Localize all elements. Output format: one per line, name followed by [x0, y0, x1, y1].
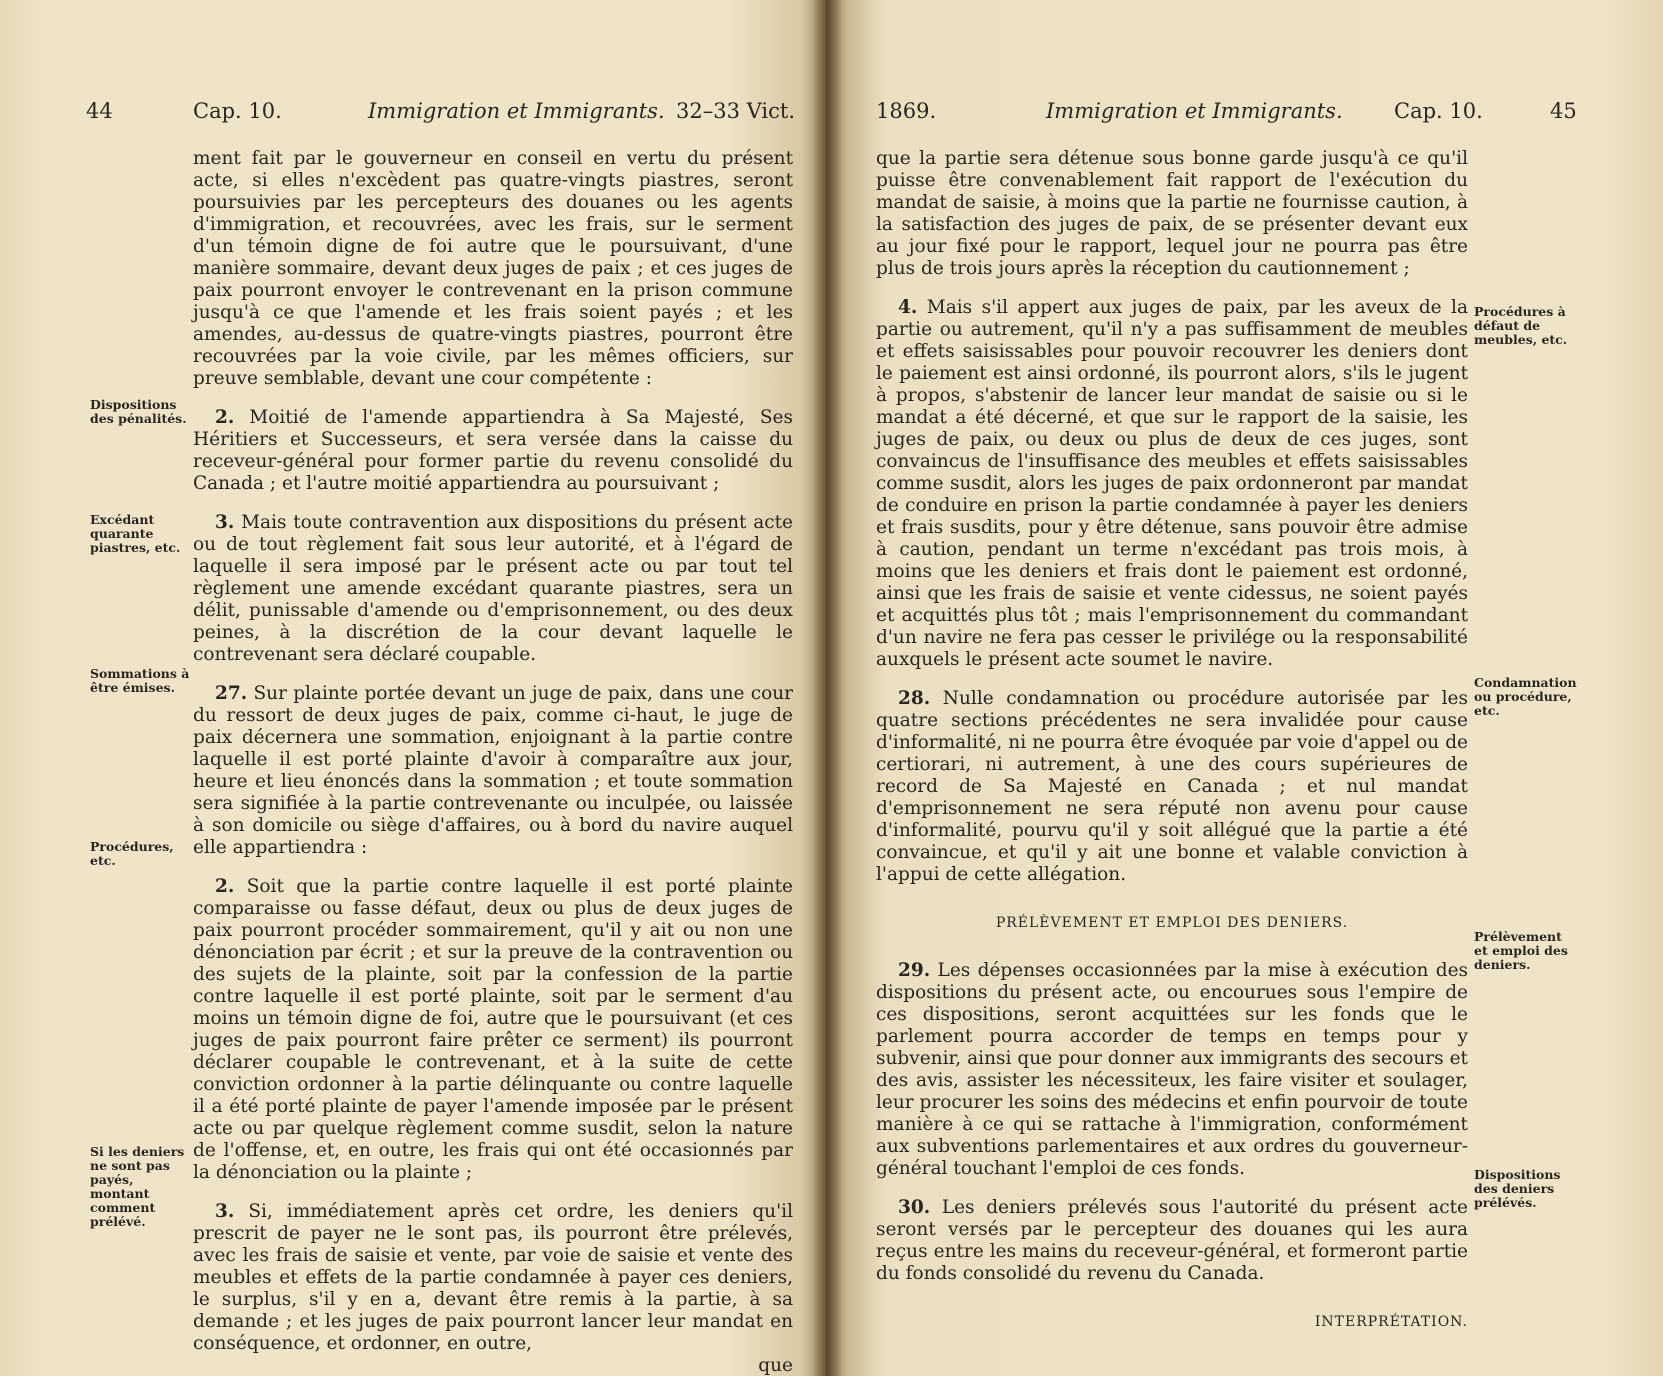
- right-page-number: 45: [1550, 99, 1577, 123]
- margin-note: Procédures à défaut de meubles, etc.: [1474, 304, 1568, 347]
- right-page: [826, 0, 1663, 1376]
- section-number: 27.: [215, 683, 248, 704]
- section-number: 3.: [215, 1201, 235, 1222]
- section-number: 4.: [898, 297, 918, 318]
- left-page-number: 44: [86, 99, 113, 123]
- paragraph: 2. Moitié de l'amende appartiendra à Sa Majesté, Ses Héritiers et Successeurs, et sera versée dans la caisse du receveur-général pour former partie du revenu consolidé du Canada ; et l'autre moitié appartiendra au poursuivant ;: [193, 407, 793, 494]
- paragraph: 27. Sur plainte portée devant un juge de paix, dans une cour du ressort de deux juges de paix, comme ci-haut, le juge de paix décernera une sommation, enjoignant à la partie contre laquelle il est porté plainte d'avoir à comparaître aux jour, heure et lieu énoncés dans la sommation ; et toute sommation sera signifiée à la partie contrevenante ou inculpée, ou laissée à son domicile ou siège d'affaires, ou à bord du navire auquel elle appartiendra :: [193, 683, 794, 858]
- margin-note: Condamnation ou procédure, etc.: [1474, 675, 1577, 718]
- closing-heading: INTERPRÉTATION.: [1314, 1314, 1468, 1330]
- paragraph: 4. Mais s'il appert aux juges de paix, par les aveux de la partie ou autrement, qu'il n'y a pas suffisamment de meubles et effets saisissables pour pouvoir recouvrer les deniers dont le paiement est ainsi ordonné, ils pourront alors, s'ils le jugent à propos, s'abstenir de lancer leur mandat de saisie ou si le mandat a été décerné, et que sur le rapport de la saisie, les juges de paix, ou deux ou plus de deux de ces juges, sont convaincus de l'insuffisance des meubles et effets saisissables comme susdit, alors les juges de paix ordonneront par mandat de conduire en prison la partie condamnée à payer les deniers et frais susdits, pour y être détenue, sans pouvoir être admise à caution, pendant un terme n'excédant pas trois mois, à moins que les deniers et frais dont le paiement est ordonné, ainsi que les frais de saisie et vente cidessus, ne soient payés et acquittés plus tôt ; mais l'emprisonnement du commandant d'un navire ne fera pas cesser le privilége ou la responsabilité auxquels le présent acte soumet le navire.: [876, 297, 1468, 670]
- section-number: 2.: [215, 407, 235, 428]
- right-year: 1869.: [876, 99, 937, 123]
- left-title: Immigration et Immigrants.: [368, 99, 665, 123]
- right-chapter: Cap. 10.: [1394, 99, 1483, 123]
- margin-note: Dispositions des pénalités.: [90, 397, 187, 426]
- right-body: [876, 148, 1468, 1333]
- paragraph: 3. Si, immédiatement après cet ordre, les deniers qu'il prescrit de payer ne le sont pas, ils pourront être prélevés, avec les frais de saisie et vente, par voie de saisie et vente des meubles et effets de la partie condamnée à payer ces deniers, le surplus, s'il y en a, devant être remis à la partie, à sa demande ; et les juges de paix pourront lancer leur mandat en conséquence, et ordonner, en outre,: [193, 1201, 794, 1354]
- catchword: que: [758, 1355, 793, 1376]
- right-title: Immigration et Immigrants.: [1046, 99, 1343, 123]
- paragraph: 29. Les dépenses occasionnées par la mise à exécution des dispositions du présent acte, ou encourues sous l'empire de ces dispositions, seront acquittées sur les fonds que le parlement pourra accorder de temps en temps pour y subvenir, ainsi que pour donner aux immigrants des secours et des avis, assister les nécessiteux, les faire visiter et soulager, leur procurer les soins des médecins et enfin pourvoir de toute manière à ce qui se rattache à l'immigration, conformément aux subventions parlementaires et aux ordres du gouverneur-général touchant l'emploi de ces fonds.: [876, 960, 1469, 1179]
- paragraph: 30. Les deniers prélevés sous l'autorité du présent acte seront versés par le percepteur des douanes qui les aura reçus entre les mains du receveur-général, et formeront partie du fonds consolidé du revenu du Canada.: [876, 1197, 1468, 1284]
- paragraph: 2. Soit que la partie contre laquelle il est porté plainte comparaisse ou fasse défaut, deux ou plus de deux juges de paix pourront procéder sommairement, qu'il y ait ou non une dénonciation par écrit ; et sur la preuve de la contravention ou des sujets de la plainte, soit par la confession de la partie contre laquelle il est porté plainte, soit par le serment d'au moins un témoin digne de foi, autre que le poursuivant (et ces juges de paix pourront faire prêter ce serment) ils pourront déclarer coupable le contrevenant, et à la suite de cette conviction ordonner à la partie délinquante ou contre laquelle il a été porté plainte de payer l'amende imposée par le présent acte ou par quelque règlement comme susdit, selon la nature de l'offense, et, en outre, les frais qui ont été occasionnés par la dénonciation ou la plainte ;: [193, 876, 793, 1183]
- left-regnal: 32–33 Vict.: [676, 99, 796, 123]
- paragraph: 28. Nulle condamnation ou procédure autorisée par les quatre sections précédentes ne sera invalidée pour cause d'informalité, ni ne pourra être évoquée par voie d'appel ou de certiorari, ni autrement, à une des cours supérieures de record de Sa Majesté en Canada ; et nul mandat d'emprisonnement ne sera réputé non avenu pour cause d'informalité, pourvu qu'il y soit allégué que la partie a été convaincue, et qu'il y ait une bonne et valable conviction à l'appui de cette allégation.: [876, 688, 1468, 885]
- margin-note: Dispositions des deniers prélévés.: [1474, 1167, 1561, 1210]
- section-heading: PRÉLÈVEMENT ET EMPLOI DES DENIERS.: [995, 915, 1349, 931]
- paragraph: que la partie sera détenue sous bonne garde jusqu'à ce qu'il puisse être convenablement fait rapport de l'exécution du mandat de saisie, à moins que la partie ne fournisse caution, à la satisfaction des juges de paix, de se présenter devant eux au jour fixé pour le rapport, lequel jour ne pourra pas être plus de trois jours après la réception du cautionnement ;: [876, 148, 1468, 279]
- left-chapter: Cap. 10.: [193, 99, 282, 123]
- margin-note: Prélèvement et emploi des deniers.: [1474, 929, 1568, 972]
- margin-note: Sommations à être émises.: [90, 666, 190, 695]
- margin-note: Procédures, etc.: [90, 839, 174, 868]
- left-page: [0, 0, 826, 1376]
- paragraph: 3. Mais toute contravention aux dispositions du présent acte ou de tout règlement fait sous leur autorité, et à l'égard de laquelle il sera imposé par le présent acte ou par tout tel règlement une amende excédant quarante piastres, sera un délit, punissable d'amende ou d'emprisonnement, ou des deux peines, à la discrétion de la cour devant laquelle le contrevenant sera déclaré coupable.: [193, 512, 793, 665]
- paragraph: ment fait par le gouverneur en conseil en vertu du présent acte, si elles n'excèdent pas quatre-vingts piastres, seront poursuivies par les percepteurs des douanes ou les agents d'immigration, et recouvrées, avec les frais, sur le serment d'un témoin digne de foi autre que le poursuivant, d'une manière sommaire, devant deux juges de paix ; et ces juges de paix pourront envoyer le contrevenant en la prison commune jusqu'à ce que l'amende et les frais soient payés ; et les amendes, au-dessus de quatre-vingts piastres, pourront être recouvrées par la voie civile, par les mêmes officiers, sur preuve semblable, devant une cour compétente :: [193, 148, 793, 389]
- section-number: 3.: [215, 512, 235, 533]
- margin-note: Si les deniers ne sont pas payés, montant comment prélévé.: [90, 1144, 185, 1229]
- left-body: [193, 148, 793, 1376]
- section-number: 2.: [215, 876, 235, 897]
- section-number: 28.: [898, 688, 931, 709]
- margin-note: Excédant quarante piastres, etc.: [90, 512, 181, 555]
- section-number: 30.: [898, 1197, 931, 1218]
- section-number: 29.: [898, 960, 931, 981]
- book-gutter: [812, 0, 842, 1376]
